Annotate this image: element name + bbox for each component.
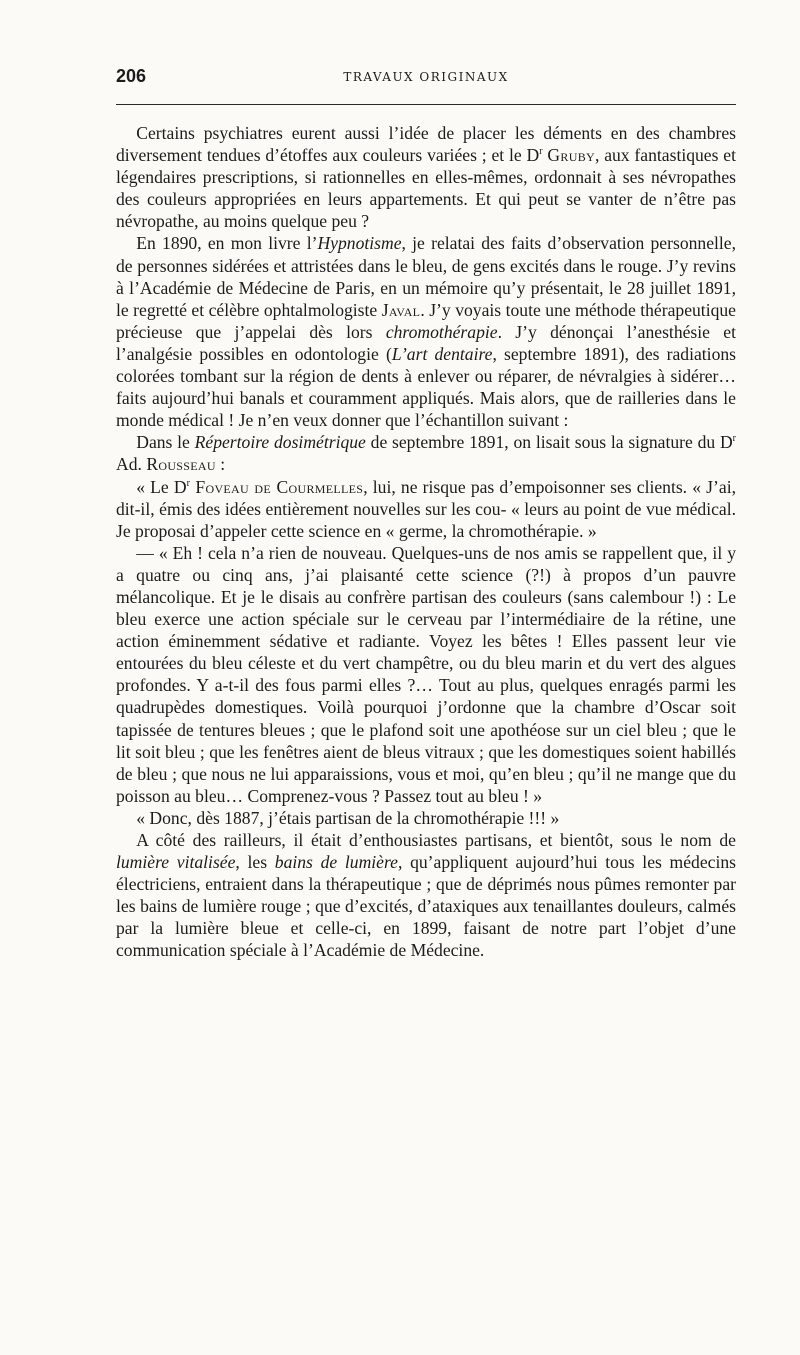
running-title: TRAVAUX ORIGINAUX <box>343 70 509 84</box>
paragraph-3: Dans le Répertoire dosimétrique de septembre 1891, on lisait sous la signature du $D^r$ Ad. Rousseau : <box>116 432 736 475</box>
author-name: Gruby <box>547 145 595 166</box>
body-text <box>116 122 736 962</box>
author-name: Javal <box>381 299 421 320</box>
paragraph-4: « Le $D^r$ Foveau de Courmelles, lui, ne risque pas d’empoisonner ses clients. « J’ai, dit-il, émis des idées entièrement nouvelles sur les cou- « leurs au point de vue médical. Je proposai d’appeler cette science en « germe, la chromothérapie. » <box>116 476 736 541</box>
paragraph-5: — « Eh ! cela n’a rien de nouveau. Quelques-uns de nos amis se rappellent que, il y a quatre ou cinq ans, j’ai plaisanté cette science (?!) à propos d’un pauvre mélancolique. Et je le disais au confrère partisan des couleurs (sans calembour !) : Le bleu exerce une action spéciale sur le cerveau par l’intermédiaire de la rétine, une action éminemment sédative et radiante. Voyez les bêtes ! Elles passent leur vie entourées du bleu céleste et du vert champêtre, ou du bleu marin et du vert des algues profondes. Y a-t-il des fous parmi elles ?… Tout au plus, quelques enragés parmi les quadrupèdes domestiques. Voilà pourquoi j’ordonne que la chambre d’Oscar soit tapissée de tentures bleues ; que le plafond soit une apothéose sur un ciel bleu ; que le lit soit bleu ; que les fenêtres aient de bleus vitraux ; que les domestiques soient habillés de bleu ; que nous ne lui apparaissions, vous et moi, qu’en bleu ; qu’il ne mange que du poisson au bleu… Comprenez-vous ? Passez tout au bleu ! » <box>116 542 736 806</box>
page-number: 206 <box>116 66 147 86</box>
paragraph-7: A côté des railleurs, il était d’enthousiastes partisans, et bientôt, sous le nom de lumière vitalisée, les bains de lumière, qu’appliquent aujourd’hui tous les médecins électriciens, entraient dans la thérapeutique ; que de déprimés nous pûmes remonter par les bains de lumière rouge ; que d’excités, d’ataxiques aux tenaillantes douleurs, calmés par la lumière bleue et celle-ci, en 1899, faisant de notre part l’objet d’une communication spéciale à l’Académie de Médecine. <box>116 830 736 961</box>
header-rule <box>116 104 736 105</box>
page-header <box>116 66 736 92</box>
author-name: Foveau de <box>189 476 277 497</box>
paragraph-2: En 1890, en mon livre l’Hypnotisme, je relatai des faits d’observation personnelle, de personnes sidérées et attristées dans le bleu, de gens excités dans le rouge. J’y revins à l’Académie de Médecine de Paris, en un mémoire qu’y présentait, le 28 juillet 1891, le regretté et célèbre ophtalmologiste Javal. J’y voyais toute une méthode thérapeutique précieuse que j’appelai dès lors chromothérapie. J’y dénonçai l’anesthésie et l’analgésie possibles en odontologie (L’art dentaire, septembre 1891), des radiations colorées tombant sur la région de dents à enlever ou réparer, de névralgies à sidérer… faits aujourd’hui banals et couramment appliqués. Mais alors, que de railleries dans le monde médical ! Je n’en veux donner que l’échantillon suivant : <box>116 233 737 431</box>
paragraph-6: « Donc, dès 1887, j’étais partisan de la chromothérapie !!! » <box>136 807 560 828</box>
paragraph-1: Certains psychiatres eurent aussi l’idée de placer les déments en des chambres diversement tendues d’étoffes aux couleurs variées ; et le $D^r$ Gruby, aux fantastiques et légendaires prescriptions, si rationnelles en elles-mêmes, ordonnait à ses névropathes des couleurs appropriées en leurs appartements. Et qui peut se vanter de n’être pas névropathe, au moins quelque peu ? <box>116 123 736 232</box>
author-name: Rousseau <box>146 454 216 475</box>
